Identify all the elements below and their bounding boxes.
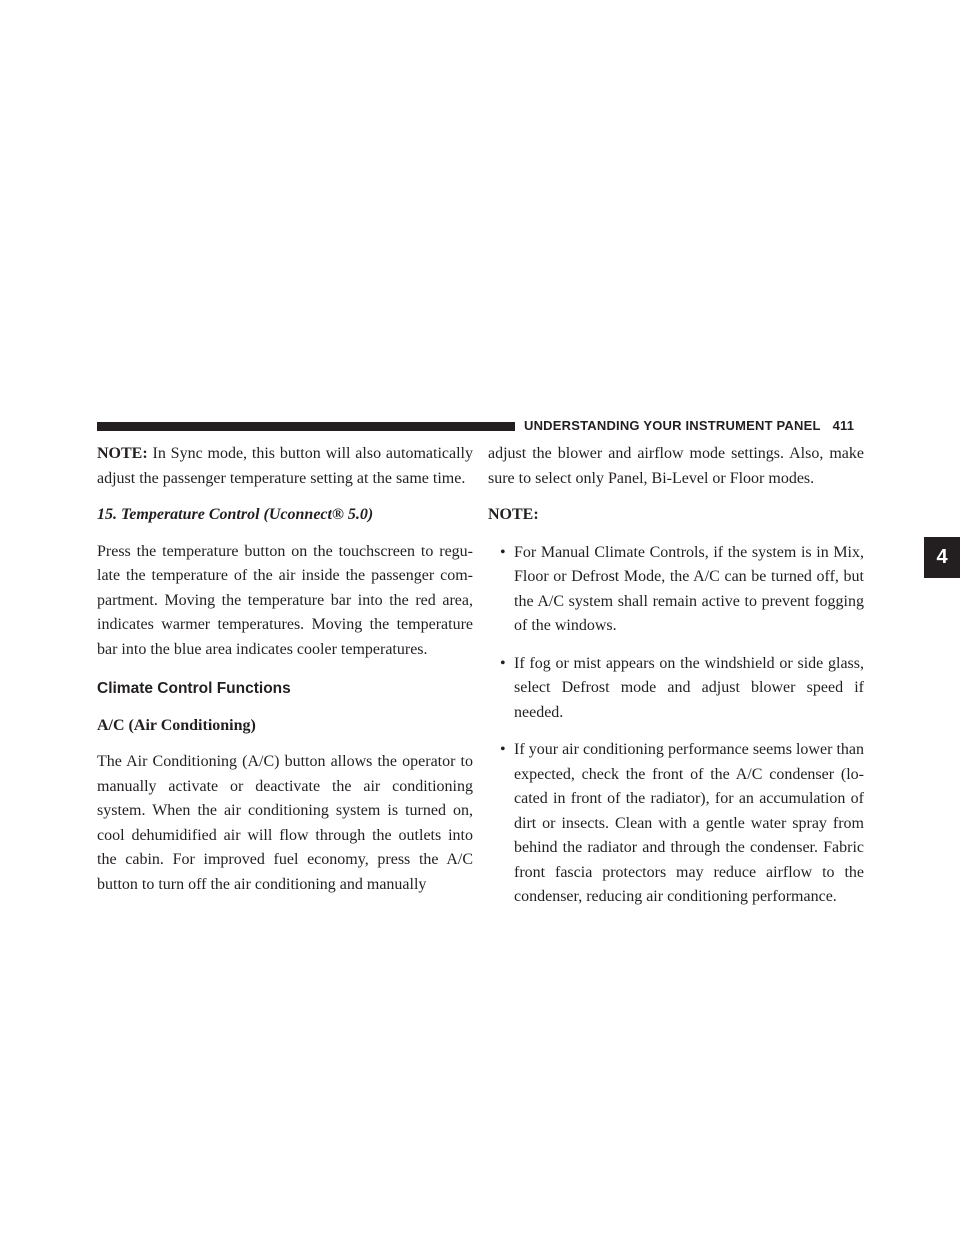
page-number: 411	[832, 418, 855, 433]
temperature-control-heading: 15. Temperature Control (Uconnect® 5.0)	[97, 506, 374, 523]
note-text: In Sync mode, this button will also automatically adjust the passenger temperature setting at the same time.	[97, 445, 473, 487]
climate-control-functions-heading: Climate Control Functions	[97, 680, 291, 697]
bullet-glyph: •	[500, 543, 506, 561]
running-header	[524, 416, 854, 436]
continued-paragraph: adjust the blower and airflow mode settings. Also, make sure to select only Panel, Bi-Level or Floor modes.	[488, 445, 864, 487]
note-bullet-list	[488, 541, 864, 910]
ac-heading: A/C (Air Conditioning)	[97, 716, 256, 734]
temperature-control-paragraph: Press the temperature button on the touchscreen to regu-late the temperature of the air inside the passenger com-partment. Moving the temperature bar into the red area, indicates warmer temperatures. Moving the temperature bar into the blue area indicates cooler temperatures.	[97, 542, 473, 658]
section-title: UNDERSTANDING YOUR INSTRUMENT PANEL	[524, 418, 821, 433]
header-rule	[97, 422, 515, 431]
note-paragraph	[97, 442, 473, 491]
bullet-glyph: •	[500, 654, 506, 672]
ac-paragraph: The Air Conditioning (A/C) button allows the operator to manually activate or deactivate the air conditioning system. When the air conditioning system is turned on, cool dehumidified air will flow through the outlets into the cabin. For improved fuel economy, press the A/C button to turn off the air conditioning and manually	[97, 753, 473, 893]
left-column	[97, 442, 473, 897]
list-item: • If your air conditioning performance seems lower than expected, check the front of the A/C condenser (lo-cated in front of the radiator), for an accumulation of dirt or insects. Clean with a gentle water spray from behind the radiator and through the condenser. Fabric front fascia protectors may reduce airflow to the condenser, reducing air conditioning performance.	[488, 738, 864, 910]
right-column	[488, 442, 864, 910]
chapter-tab: 4	[924, 537, 960, 578]
list-item: • If fog or mist appears on the windshield or side glass, select Defrost mode and adjust blower speed if needed.	[488, 652, 864, 726]
note-heading: NOTE:	[488, 506, 539, 523]
bullet-glyph: •	[500, 741, 506, 758]
note-label: NOTE:	[97, 445, 148, 462]
list-item: • For Manual Climate Controls, if the system is in Mix, Floor or Defrost Mode, the A/C can be turned off, but the A/C system shall remain active to prevent fogging of the windows.	[488, 541, 864, 639]
